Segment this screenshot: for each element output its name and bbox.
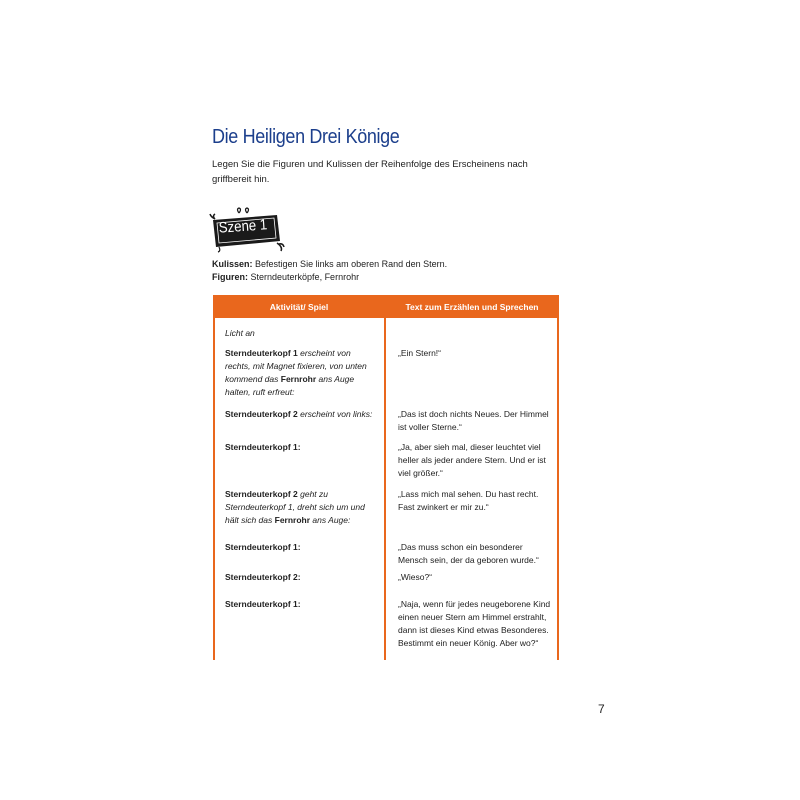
table-cell-activity (225, 598, 375, 611)
table-cell-text: „Ein Stern!“ (398, 348, 441, 358)
table-cell-activity (225, 488, 375, 527)
table-cell-activity (225, 441, 375, 454)
kulissen-line (212, 258, 447, 271)
intro-paragraph: Legen Sie die Figuren und Kulissen der Reihenfolge des Erscheinens nach griffbereit hin. (212, 159, 528, 185)
activity-text-segment: ans Auge halten, ruft erfreut: (225, 374, 355, 397)
scene-label: Szene 1 (218, 216, 268, 237)
activity-text-segment: geht zu Sterndeuterkopf 1, dreht sich um und hält sich das (225, 489, 365, 525)
activity-text-segment: ans Auge: (310, 515, 351, 525)
figuren-text: Sterndeuterköpfe, Fernrohr (250, 272, 360, 282)
activity-text-segment: Sterndeuterkopf 1: (225, 599, 301, 609)
activity-text-segment: Licht an (225, 328, 255, 338)
table-header (213, 295, 559, 318)
page-number: 7 (598, 702, 605, 716)
table-cell-text: „Ja, aber sieh mal, dieser leuchtet viel heller als jeder andere Stern. Und er ist viel größer.“ (398, 442, 546, 478)
figuren-line (212, 271, 447, 284)
header-activity: Aktivität/ Spiel (269, 301, 329, 312)
activity-text-segment: Fernrohr (274, 515, 311, 525)
table-cell-text: „Wieso?“ (398, 572, 433, 582)
table-cell-text: „Das muss schon ein besonderer Mensch sein, der da geboren wurde.“ (398, 542, 539, 565)
table-right-border (557, 318, 559, 660)
table-cell-activity (225, 541, 375, 554)
table-left-border (213, 318, 215, 660)
scene-badge (207, 207, 287, 253)
activity-text-segment: erscheint von rechts, mit Magnet fixieren, von unten kommend das (225, 348, 367, 384)
script-table (213, 295, 559, 660)
activity-text-segment: Sterndeuterkopf 1 (225, 348, 298, 358)
figuren-label: Figuren: (212, 272, 248, 282)
activity-text-segment: Sterndeuterkopf 1: (225, 442, 301, 452)
kulissen-label: Kulissen: (212, 259, 253, 269)
activity-text-segment: Sterndeuterkopf 2 (225, 489, 298, 499)
header-text: Text zum Erzählen und Sprechen (405, 301, 539, 312)
table-column-divider (384, 318, 386, 660)
activity-text-segment: erscheint von links: (297, 409, 373, 419)
table-cell-activity (225, 571, 375, 584)
activity-text-segment: Sterndeuterkopf 2: (225, 572, 301, 582)
page-title: Die Heiligen Drei Könige (212, 126, 400, 148)
scene-meta (212, 258, 447, 284)
table-cell-activity (225, 347, 375, 399)
table-cell-activity (225, 327, 375, 340)
table-cell-text: „Lass mich mal sehen. Du hast recht. Fast zwinkert er mir zu.“ (398, 489, 539, 512)
table-cell-text: „Das ist doch nichts Neues. Der Himmel ist voller Sterne.“ (398, 409, 549, 432)
activity-text-segment: Sterndeuterkopf 1: (225, 542, 301, 552)
table-cell-text: „Naja, wenn für jedes neugeborene Kind einen neuer Stern am Himmel erstrahlt, dann ist dieses Kind etwas Besonderes. Bestimmt ein neuer König. Aber wo?“ (398, 599, 551, 648)
activity-text-segment: Fernrohr (280, 374, 317, 384)
kulissen-text: Befestigen Sie links am oberen Rand den Stern. (255, 259, 448, 269)
activity-text-segment: Sterndeuterkopf 2 (225, 409, 298, 419)
table-cell-activity (225, 408, 375, 421)
